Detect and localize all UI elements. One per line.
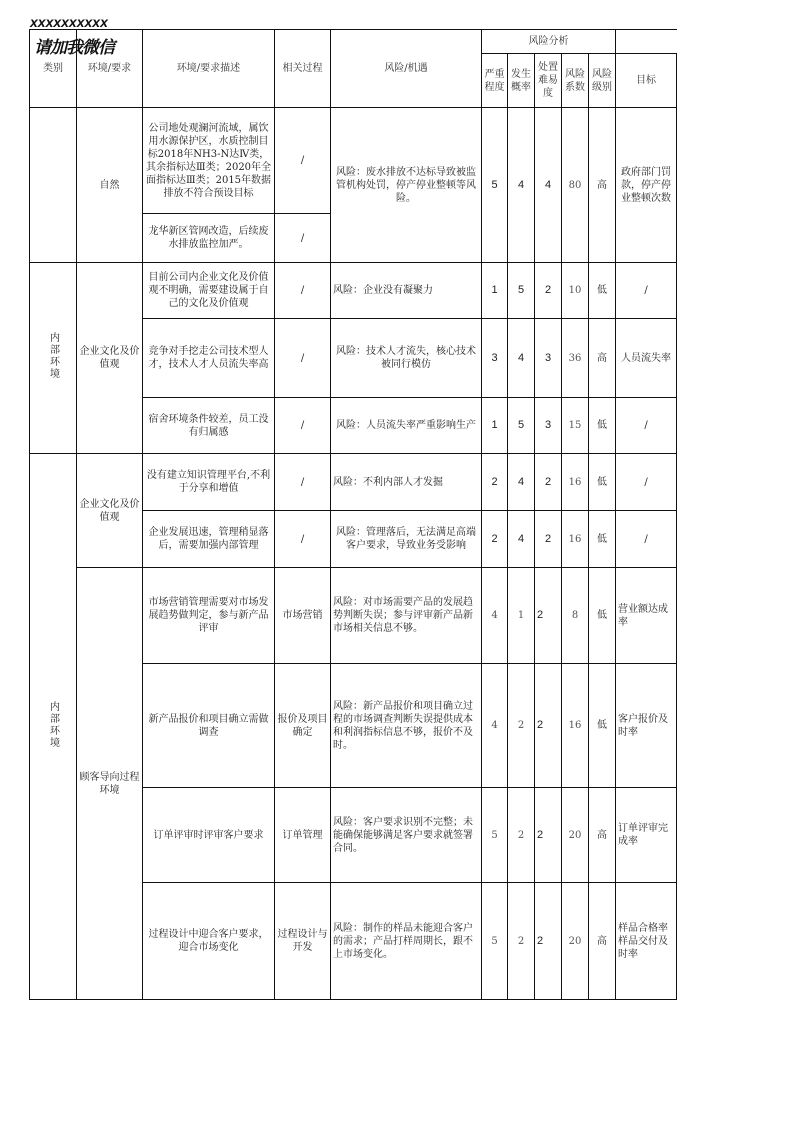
desc-cell: 市场营销管理需要对市场发展趋势做判定，参与新产品评审 xyxy=(143,568,275,664)
score-cell: 10 xyxy=(562,263,589,319)
header-difficulty: 处置难易度 xyxy=(535,54,562,108)
category-cell xyxy=(30,263,77,454)
header-process: 相关过程 xyxy=(275,30,331,108)
difficulty-cell: 2 xyxy=(535,511,562,568)
level-cell: 高 xyxy=(589,883,616,1000)
probability-cell: 5 xyxy=(508,398,535,454)
target-cell: 样品合格率样品交付及时率 xyxy=(616,883,677,1000)
desc-cell: 没有建立知识管理平台,不利于分享和增值 xyxy=(143,454,275,511)
target-cell: 订单评审完成率 xyxy=(616,788,677,883)
env-cell: 自然 xyxy=(77,108,143,263)
target-cell: / xyxy=(616,263,677,319)
level-cell: 低 xyxy=(589,568,616,664)
score-cell: 20 xyxy=(562,883,589,1000)
risk-cell: 风险：不利内部人才发掘 xyxy=(331,454,482,511)
process-cell: / xyxy=(275,108,331,214)
probability-cell: 2 xyxy=(508,788,535,883)
desc-cell: 过程设计中迎合客户要求，迎合市场变化 xyxy=(143,883,275,1000)
table-row xyxy=(30,263,677,319)
env-cell: 顾客导向过程环境 xyxy=(77,568,143,1000)
level-cell: 低 xyxy=(589,664,616,788)
watermark-text: 请加我微信 xyxy=(34,38,114,57)
risk-cell: 风险：客户要求识别不完整；未能确保能够满足客户要求就签署合同。 xyxy=(331,788,482,883)
process-cell: / xyxy=(275,319,331,398)
header-env: 环境/要求 xyxy=(77,30,143,108)
severity-cell: 2 xyxy=(482,511,508,568)
difficulty-cell: 2 xyxy=(535,788,562,883)
probability-cell: 4 xyxy=(508,108,535,263)
severity-cell: 1 xyxy=(482,263,508,319)
risk-cell: 风险：制作的样品未能迎合客户的需求；产品打样周期长，跟不上市场变化。 xyxy=(331,883,482,1000)
process-cell: / xyxy=(275,511,331,568)
probability-cell: 2 xyxy=(508,883,535,1000)
probability-cell: 5 xyxy=(508,263,535,319)
risk-cell: 风险：技术人才流失，核心技术被同行模仿 xyxy=(331,319,482,398)
difficulty-cell: 3 xyxy=(535,319,562,398)
category-cell xyxy=(30,454,77,1000)
difficulty-cell: 2 xyxy=(535,263,562,319)
severity-cell: 4 xyxy=(482,568,508,664)
header-severity: 严重程度 xyxy=(482,54,508,108)
severity-cell: 3 xyxy=(482,319,508,398)
level-cell: 高 xyxy=(589,108,616,263)
difficulty-cell: 3 xyxy=(535,398,562,454)
level-cell: 低 xyxy=(589,398,616,454)
score-cell: 36 xyxy=(562,319,589,398)
risk-cell: 风险：管理落后，无法满足高端客户要求，导致业务受影响 xyxy=(331,511,482,568)
probability-cell: 4 xyxy=(508,454,535,511)
score-cell: 16 xyxy=(562,664,589,788)
process-cell: 市场营销 xyxy=(275,568,331,664)
category-cell xyxy=(30,108,77,263)
desc-cell: 竞争对手挖走公司技术型人才，技术人才人员流失率高 xyxy=(143,319,275,398)
target-cell: 客户报价及时率 xyxy=(616,664,677,788)
process-cell: / xyxy=(275,214,331,263)
severity-cell: 4 xyxy=(482,664,508,788)
level-cell: 低 xyxy=(589,511,616,568)
severity-cell: 5 xyxy=(482,788,508,883)
table-row xyxy=(30,568,677,664)
target-cell: 政府部门罚款，停产停业整顿次数 xyxy=(616,108,677,263)
target-cell: / xyxy=(616,398,677,454)
header-level: 风险级别 xyxy=(589,54,616,108)
risk-cell: 风险：废水排放不达标导致被监管机构处罚，停产停业整顿等风险。 xyxy=(331,108,482,263)
risk-cell: 风险：新产品报价和项目确立过程的市场调查判断失误提供成本和利润指标信息不够，报价不及时。 xyxy=(331,664,482,788)
score-cell: 80 xyxy=(562,108,589,263)
level-cell: 低 xyxy=(589,454,616,511)
difficulty-cell: 2 xyxy=(535,568,562,664)
header-blank xyxy=(616,30,677,54)
risk-cell: 风险：对市场需要产品的发展趋势判断失误；参与评审新产品新市场相关信息不够。 xyxy=(331,568,482,664)
risk-cell: 风险：企业没有凝聚力 xyxy=(331,263,482,319)
process-cell: 订单管理 xyxy=(275,788,331,883)
header-score: 风险系数 xyxy=(562,54,589,108)
env-cell: 企业文化及价值观 xyxy=(77,263,143,454)
severity-cell: 1 xyxy=(482,398,508,454)
cut-off-title: xxxxxxxxxx xyxy=(30,14,108,30)
env-cell: 企业文化及价值观 xyxy=(77,454,143,568)
header-target: 目标 xyxy=(616,54,677,108)
header-desc: 环境/要求描述 xyxy=(143,30,275,108)
header-probability: 发生概率 xyxy=(508,54,535,108)
risk-table xyxy=(29,29,677,1000)
table-row xyxy=(30,454,677,511)
severity-cell: 5 xyxy=(482,108,508,263)
score-cell: 8 xyxy=(562,568,589,664)
target-cell: 人员流失率 xyxy=(616,319,677,398)
difficulty-cell: 2 xyxy=(535,664,562,788)
desc-cell: 企业发展迅速，管理稍显落后，需要加强内部管理 xyxy=(143,511,275,568)
target-cell: / xyxy=(616,511,677,568)
probability-cell: 4 xyxy=(508,319,535,398)
category-cell-text: 内部环境 xyxy=(47,332,59,380)
desc-cell: 宿舍环境条件较差，员工没有归属感 xyxy=(143,398,275,454)
risk-cell: 风险：人员流失率严重影响生产 xyxy=(331,398,482,454)
header-risk-analysis: 风险分析 xyxy=(482,30,616,54)
score-cell: 16 xyxy=(562,454,589,511)
score-cell: 20 xyxy=(562,788,589,883)
score-cell: 16 xyxy=(562,511,589,568)
score-cell: 15 xyxy=(562,398,589,454)
process-cell: / xyxy=(275,398,331,454)
desc-cell: 新产品报价和项目确立需做调查 xyxy=(143,664,275,788)
table-row xyxy=(30,108,677,214)
probability-cell: 1 xyxy=(508,568,535,664)
difficulty-cell: 2 xyxy=(535,454,562,511)
header-risk: 风险/机遇 xyxy=(331,30,482,108)
desc-cell: 公司地处观澜河流域，属饮用水源保护区，水质控制目标2018年NH3-N达Ⅳ类，其余指标达Ⅲ类；2020年全面指标达Ⅲ类；2015年数据排放不符合预设目标 xyxy=(143,108,275,214)
process-cell: 过程设计与开发 xyxy=(275,883,331,1000)
severity-cell: 2 xyxy=(482,454,508,511)
desc-cell: 龙华新区管网改造，后续废水排放监控加严。 xyxy=(143,214,275,263)
target-cell: 营业额达成率 xyxy=(616,568,677,664)
desc-cell: 订单评审时评审客户要求 xyxy=(143,788,275,883)
process-cell: / xyxy=(275,263,331,319)
process-cell: 报价及项目确定 xyxy=(275,664,331,788)
category-cell-text: 内部环境 xyxy=(47,700,59,749)
desc-cell: 目前公司内企业文化及价值观不明确，需要建设属于自己的文化及价值观 xyxy=(143,263,275,319)
header-category: 类别 xyxy=(30,30,77,108)
level-cell: 高 xyxy=(589,788,616,883)
severity-cell: 5 xyxy=(482,883,508,1000)
difficulty-cell: 2 xyxy=(535,883,562,1000)
level-cell: 高 xyxy=(589,319,616,398)
difficulty-cell: 4 xyxy=(535,108,562,263)
process-cell: / xyxy=(275,454,331,511)
probability-cell: 2 xyxy=(508,664,535,788)
probability-cell: 4 xyxy=(508,511,535,568)
target-cell: / xyxy=(616,454,677,511)
level-cell: 低 xyxy=(589,263,616,319)
